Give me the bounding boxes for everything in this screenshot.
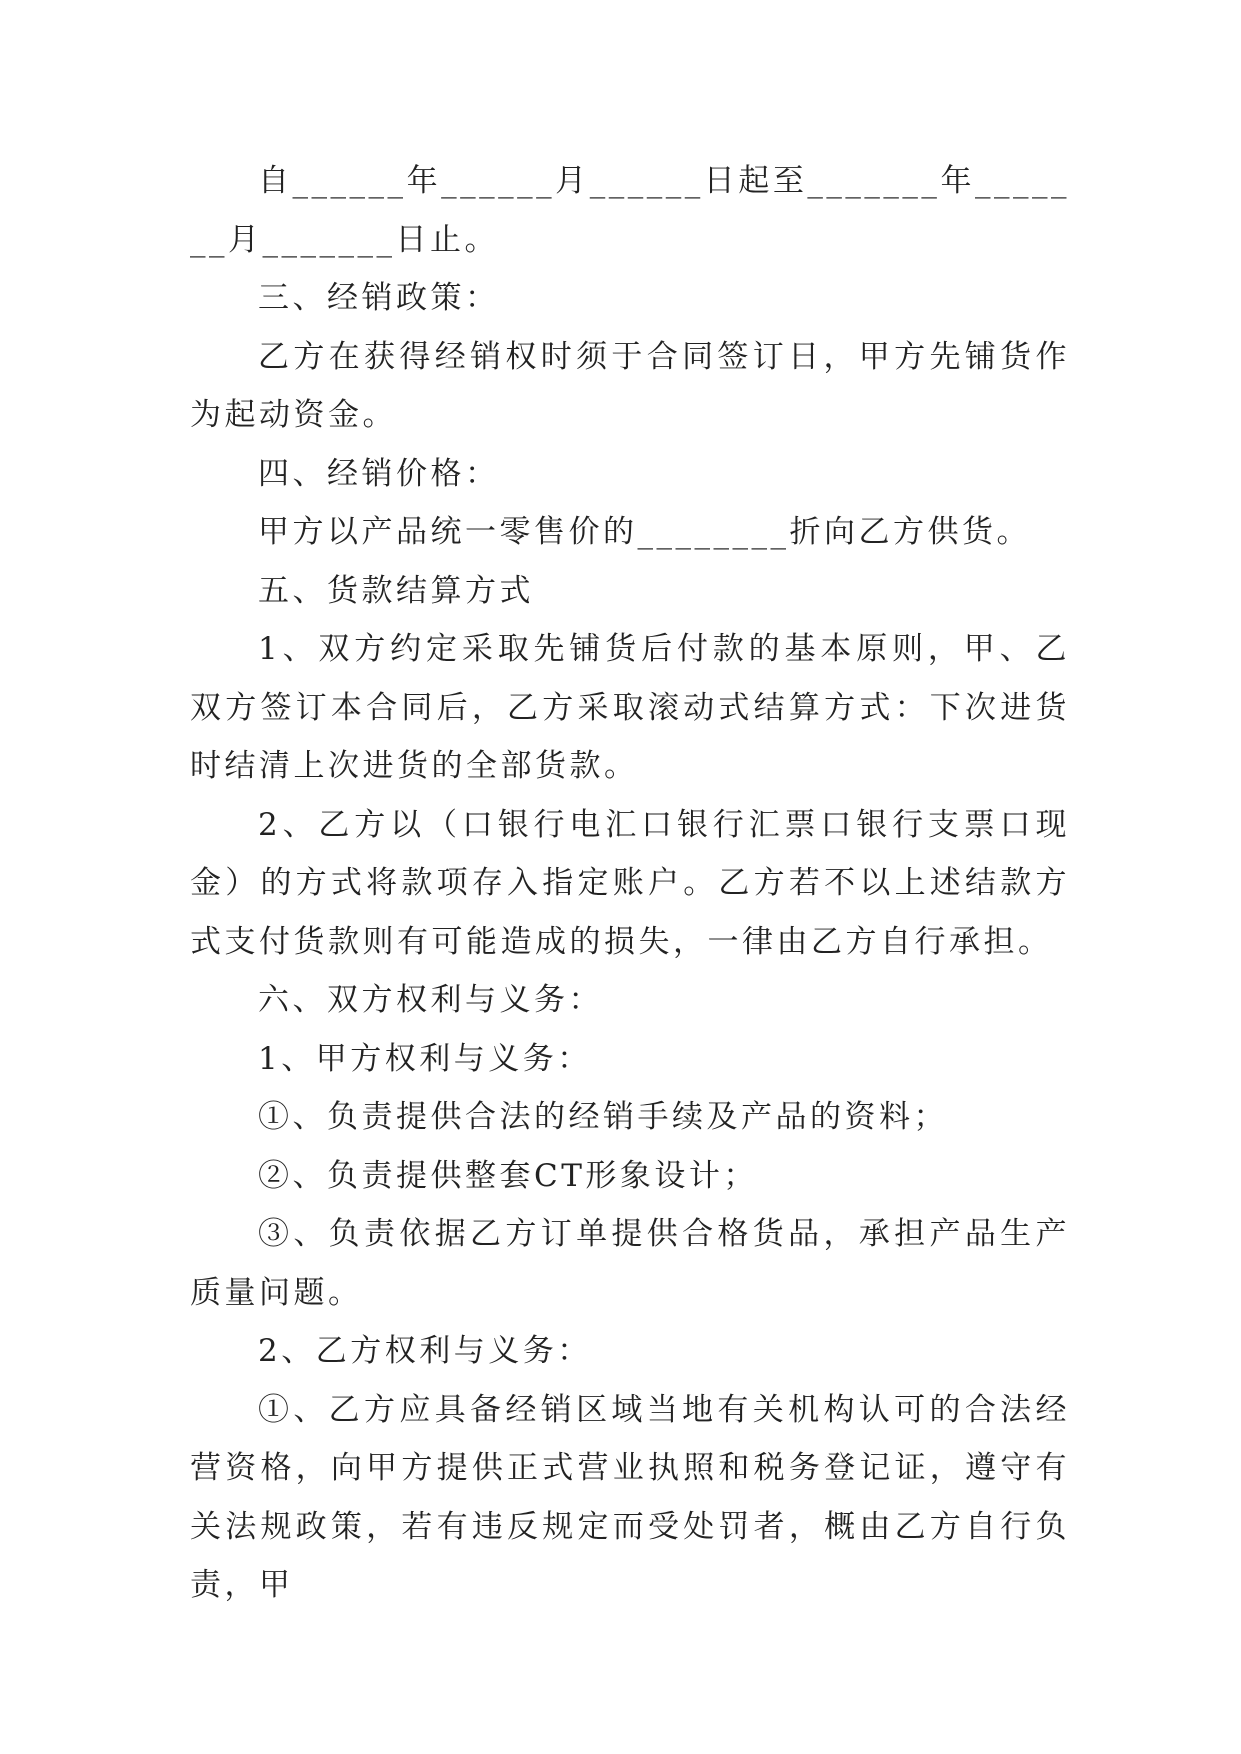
document-body: [190, 152, 1070, 1615]
section-heading-distribution-price: 四、经销价格：: [258, 455, 500, 492]
list-item-party-a-1: ①、负责提供合法的经销手续及产品的资料；: [258, 1099, 948, 1135]
list-item-party-a-2: ②、负责提供整套CT形象设计；: [258, 1157, 758, 1194]
list-item-party-b-1: ①、乙方应具备经销区域当地有关机构认可的合法经营资格，向甲方提供正式营业执照和税务登记证，遵守有关法规政策，若有违反规定而受处罚者，概由乙方自行负责，甲: [190, 1391, 1070, 1603]
section-heading-rights-obligations: 六、双方权利与义务：: [258, 982, 603, 1018]
section-heading-payment-settlement: 五、货款结算方式: [258, 572, 534, 609]
paragraph-payment-clause-2: 2、乙方以（口银行电汇口银行汇票口银行支票口现金）的方式将款项存入指定账户。乙方若不以上述结款方式支付货款则有可能造成的损失，一律由乙方自行承担。: [190, 806, 1070, 960]
subheading-party-b-rights: 2、乙方权利与义务：: [258, 1333, 592, 1369]
paragraph-date-range: 自______年______月______日起至_______年_______月_______日止。: [190, 163, 1070, 258]
list-item-party-a-3: ③、负责依据乙方订单提供合格货品，承担产品生产质量问题。: [190, 1216, 1070, 1311]
subheading-party-a-rights: 1、甲方权利与义务：: [258, 1040, 592, 1077]
section-heading-distribution-policy: 三、经销政策：: [258, 280, 500, 316]
paragraph-payment-clause-1: 1、双方约定采取先铺货后付款的基本原则，甲、乙双方签订本合同后，乙方采取滚动式结算方式：下次进货时结清上次进货的全部货款。: [190, 631, 1070, 784]
paragraph-distribution-policy: 乙方在获得经销权时须于合同签订日，甲方先铺货作为起动资金。: [190, 338, 1070, 433]
paragraph-distribution-price: 甲方以产品统一零售价的________折向乙方供货。: [258, 514, 1031, 550]
